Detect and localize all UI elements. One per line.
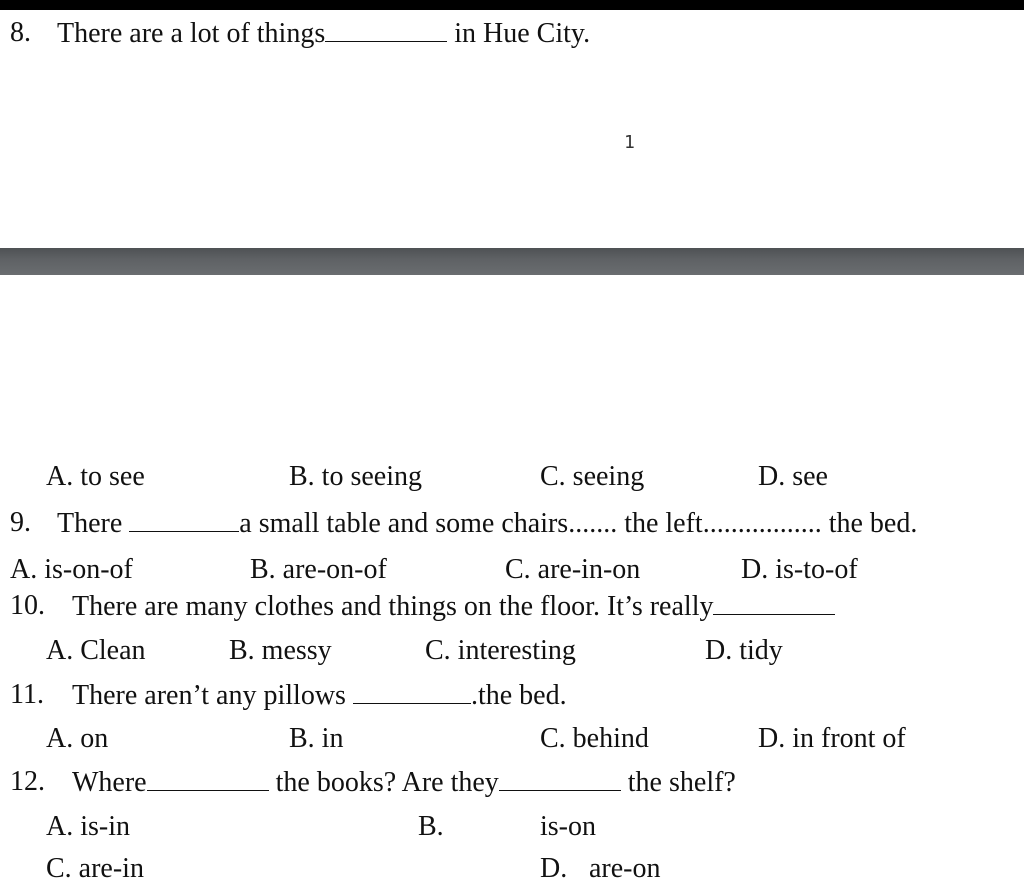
q11-option-a: A. on: [46, 723, 109, 754]
question-9-text: [57, 507, 917, 540]
viewer-top-edge: [0, 0, 1024, 10]
q12-option-d-text: are-on: [589, 853, 661, 884]
question-12-text-after: the shelf?: [627, 767, 736, 798]
question-9-text-before: There: [57, 508, 123, 539]
q8-option-d: D. see: [758, 461, 828, 492]
q9-option-c: C. are-in-on: [505, 554, 641, 585]
question-10-text: [72, 590, 835, 623]
question-9-number: 9.: [10, 507, 31, 538]
q8-option-b: B. to seeing: [289, 461, 422, 492]
q12-option-a: A. is-in: [46, 811, 130, 842]
question-9-text-after: a small table and some chairs....... the left................. the bed.: [239, 508, 918, 539]
question-11-text: [72, 679, 567, 712]
question-10-text-before: There are many clothes and things on the floor. It’s really: [72, 591, 714, 622]
question-8-text: [57, 17, 590, 50]
question-8-blank: [325, 17, 447, 42]
question-10-number: 10.: [10, 590, 45, 621]
q11-option-d: D. in front of: [758, 723, 906, 754]
q8-option-a: A. to see: [46, 461, 145, 492]
q11-option-c: C. behind: [540, 723, 649, 754]
question-12-text: [72, 766, 736, 799]
question-12-number: 12.: [10, 766, 45, 797]
q10-option-d: D. tidy: [705, 635, 783, 666]
page-1-bottom: [0, 0, 1024, 248]
question-11-text-after: .the bed.: [470, 680, 567, 711]
q12-option-d-letter: D.: [540, 853, 568, 884]
q12-option-b-letter: B.: [418, 811, 444, 842]
question-9-blank: [129, 507, 239, 532]
question-11-number: 11.: [10, 679, 44, 710]
q10-option-a: A. Clean: [46, 635, 146, 666]
q12-option-b-text: is-on: [540, 811, 596, 842]
question-11-blank: [353, 679, 471, 704]
q10-option-b: B. messy: [229, 635, 332, 666]
q9-option-d: D. is-to-of: [741, 554, 858, 585]
question-12-text-before: Where: [72, 767, 147, 798]
question-8-number: 8.: [10, 17, 31, 48]
question-8-text-after: in Hue City.: [454, 18, 591, 49]
question-8-text-before: There are a lot of things: [57, 18, 326, 49]
question-11-text-before: There aren’t any pillows: [72, 680, 346, 711]
page-number: 1: [624, 132, 635, 153]
question-10-blank: [713, 590, 835, 615]
page-separator: [0, 248, 1024, 275]
q12-option-c: C. are-in: [46, 853, 144, 884]
q9-option-a: A. is-on-of: [10, 554, 133, 585]
q8-option-c: C. seeing: [540, 461, 645, 492]
q10-option-c: C. interesting: [425, 635, 576, 666]
question-12-blank-2: [499, 766, 621, 791]
question-12-text-middle: the books? Are they: [275, 767, 499, 798]
question-12-blank-1: [147, 766, 269, 791]
q9-option-b: B. are-on-of: [250, 554, 387, 585]
q11-option-b: B. in: [289, 723, 344, 754]
